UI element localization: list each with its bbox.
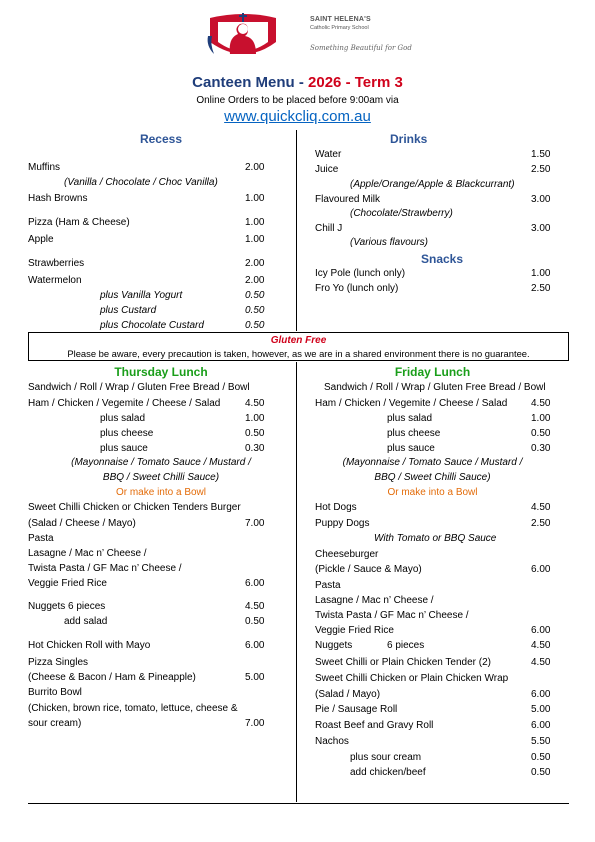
menu-addon: plus sour cream	[350, 752, 422, 763]
menu-line: Pizza Singles	[28, 657, 89, 668]
menu-line: Sweet Chilli Chicken or Plain Chicken Wrap	[315, 673, 509, 684]
title-separator: -	[294, 74, 309, 91]
menu-line: Veggie Fried Rice	[315, 625, 394, 636]
menu-price: 1.00	[245, 234, 265, 245]
menu-price: 0.50	[245, 320, 265, 331]
menu-price: 0.50	[531, 428, 551, 439]
menu-line: Cheeseburger	[315, 549, 379, 560]
menu-line: Sweet Chilli or Plain Chicken Tender (2)	[315, 657, 492, 668]
menu-price: 5.00	[245, 672, 265, 683]
title-term: 2026 - Term 3	[308, 74, 403, 91]
menu-item: Muffins	[28, 162, 61, 173]
menu-addon: plus sauce	[100, 443, 148, 454]
gluten-free-title: Gluten Free	[270, 335, 327, 346]
footer-rule	[28, 803, 569, 804]
menu-line: Roast Beef and Gravy Roll	[315, 720, 434, 731]
menu-addon: add salad	[64, 616, 108, 627]
menu-price: 7.00	[245, 718, 265, 729]
menu-item: Apple	[28, 234, 54, 245]
menu-line: Sandwich / Roll / Wrap / Gluten Free Bread / Bowl	[28, 382, 250, 393]
menu-note: (Mayonnaise / Tomato Sauce / Mustard /	[71, 457, 251, 468]
menu-item: Strawberries	[28, 258, 85, 269]
menu-addon: plus Custard	[100, 305, 157, 316]
menu-price: 1.00	[245, 193, 265, 204]
menu-addon: add chicken/beef	[350, 767, 426, 778]
school-crest-icon	[204, 12, 304, 60]
menu-line: Nuggets	[315, 640, 353, 651]
menu-line: (Pickle / Sauce & Mayo)	[315, 564, 422, 575]
menu-line: Nachos	[315, 736, 349, 747]
menu-line: Twista Pasta / GF Mac n’ Cheese /	[315, 610, 469, 621]
menu-note: (Mayonnaise / Tomato Sauce / Mustard /	[342, 457, 523, 468]
menu-price: 2.00	[245, 275, 265, 286]
school-logo	[204, 12, 404, 60]
menu-line: Nuggets 6 pieces	[28, 601, 106, 612]
menu-price: 7.00	[245, 518, 265, 529]
menu-line: Veggie Fried Rice	[28, 578, 107, 589]
menu-item: Water	[315, 149, 342, 160]
recess-heading: Recess	[139, 132, 183, 146]
menu-line: (Cheese & Bacon / Ham & Pineapple)	[28, 672, 196, 683]
menu-item: Watermelon	[28, 275, 82, 286]
menu-note: BBQ / Sweet Chilli Sauce)	[374, 472, 491, 483]
menu-price: 0.50	[245, 305, 265, 316]
menu-price: 3.00	[531, 194, 551, 205]
menu-line: Pasta	[315, 580, 341, 591]
menu-price: 4.50	[531, 502, 551, 513]
menu-price: 3.00	[531, 223, 551, 234]
menu-price: 6.00	[245, 578, 265, 589]
menu-line: Hot Chicken Roll with Mayo	[28, 640, 151, 651]
school-name: SAINT HELENA'S	[310, 16, 371, 23]
menu-price: 1.50	[531, 149, 551, 160]
school-motto: Something Beautiful for God	[310, 44, 412, 52]
menu-price: 0.30	[531, 443, 551, 454]
menu-note: With Tomato or BBQ Sauce	[374, 533, 497, 544]
menu-price: 4.50	[245, 601, 265, 612]
menu-price: 4.50	[531, 398, 551, 409]
menu-price: 4.50	[245, 398, 265, 409]
menu-price: 1.00	[531, 413, 551, 424]
menu-price: 0.50	[245, 290, 265, 301]
school-subtitle: Catholic Primary School	[310, 25, 369, 31]
menu-price: 6.00	[245, 640, 265, 651]
order-link[interactable]: www.quickcliq.com.au	[224, 108, 371, 125]
menu-price: 2.50	[531, 283, 551, 294]
menu-line: Pasta	[28, 533, 54, 544]
menu-price: 2.00	[245, 258, 265, 269]
menu-note: (Apple/Orange/Apple & Blackcurrant)	[350, 179, 515, 190]
thursday-heading: Thursday Lunch	[114, 365, 208, 379]
menu-price: 1.00	[245, 413, 265, 424]
menu-line: Pie / Sausage Roll	[315, 704, 398, 715]
menu-price: 4.50	[531, 657, 551, 668]
menu-price: 0.50	[245, 616, 265, 627]
menu-addon: plus cheese	[100, 428, 154, 439]
menu-note: BBQ / Sweet Chilli Sauce)	[102, 472, 220, 483]
menu-line: Sandwich / Roll / Wrap / Gluten Free Bread / Bowl	[324, 382, 546, 393]
menu-price: 5.50	[531, 736, 551, 747]
menu-note: (Chocolate/Strawberry)	[350, 208, 453, 219]
menu-addon: plus Chocolate Custard	[100, 320, 204, 331]
menu-line: Hot Dogs	[315, 502, 357, 513]
drinks-heading: Drinks	[390, 132, 428, 146]
menu-item: Chill J	[315, 223, 343, 234]
menu-line: Sweet Chilli Chicken or Chicken Tenders Burger	[28, 502, 241, 513]
menu-price: 2.00	[245, 162, 265, 173]
bowl-option: Or make into a Bowl	[115, 487, 207, 498]
menu-price: 2.50	[531, 518, 551, 529]
menu-price: 0.50	[531, 767, 551, 778]
title-main: Canteen Menu	[192, 74, 295, 91]
menu-addon: plus Vanilla Yogurt	[100, 290, 183, 301]
column-divider-lower	[296, 362, 297, 802]
menu-price: 1.00	[531, 268, 551, 279]
column-divider-upper	[296, 130, 297, 331]
menu-item: Pizza (Ham & Cheese)	[28, 217, 130, 228]
menu-line: Ham / Chicken / Vegemite / Cheese / Salad	[28, 398, 221, 409]
page-title	[0, 74, 595, 91]
menu-line: Puppy Dogs	[315, 518, 370, 529]
menu-price: 1.00	[245, 217, 265, 228]
menu-price: 0.50	[531, 752, 551, 763]
menu-note: (Various flavours)	[350, 237, 428, 248]
menu-item: Icy Pole (lunch only)	[315, 268, 406, 279]
menu-line: (Chicken, brown rice, tomato, lettuce, cheese &	[28, 703, 238, 714]
snacks-heading: Snacks	[421, 252, 464, 266]
menu-qty: 6 pieces	[387, 640, 425, 651]
menu-price: 6.00	[531, 625, 551, 636]
menu-item: Hash Browns	[28, 193, 88, 204]
menu-line: Lasagne / Mac n’ Cheese /	[315, 595, 434, 606]
menu-price: 6.00	[531, 689, 551, 700]
menu-price: 0.50	[245, 428, 265, 439]
menu-price: 6.00	[531, 564, 551, 575]
menu-price: 2.50	[531, 164, 551, 175]
menu-addon: plus sauce	[387, 443, 435, 454]
bowl-option: Or make into a Bowl	[387, 487, 478, 498]
menu-price: 5.00	[531, 704, 551, 715]
menu-addon: plus salad	[387, 413, 433, 424]
menu-line: Burrito Bowl	[28, 687, 82, 698]
menu-addon: plus cheese	[387, 428, 441, 439]
menu-line: Twista Pasta / GF Mac n’ Cheese /	[28, 563, 182, 574]
menu-item: Juice	[315, 164, 339, 175]
menu-line: (Salad / Mayo)	[315, 689, 381, 700]
menu-item: Flavoured Milk	[315, 194, 381, 205]
menu-line: Lasagne / Mac n’ Cheese /	[28, 548, 147, 559]
menu-note: (Vanilla / Chocolate / Choc Vanilla)	[64, 177, 218, 188]
friday-heading: Friday Lunch	[394, 365, 471, 379]
menu-price: 6.00	[531, 720, 551, 731]
gluten-free-text: Please be aware, every precaution is taken, however, as we are in a shared environment there is no guarantee.	[67, 348, 530, 359]
menu-price: 4.50	[531, 640, 551, 651]
menu-line: Ham / Chicken / Vegemite / Cheese / Salad	[315, 398, 508, 409]
menu-price: 0.30	[245, 443, 265, 454]
menu-item: Fro Yo (lunch only)	[315, 283, 399, 294]
orders-note: Online Orders to be placed before 9:00am via	[196, 95, 399, 106]
menu-line: (Salad / Cheese / Mayo)	[28, 518, 136, 529]
menu-line: sour cream)	[28, 718, 82, 729]
menu-addon: plus salad	[100, 413, 146, 424]
